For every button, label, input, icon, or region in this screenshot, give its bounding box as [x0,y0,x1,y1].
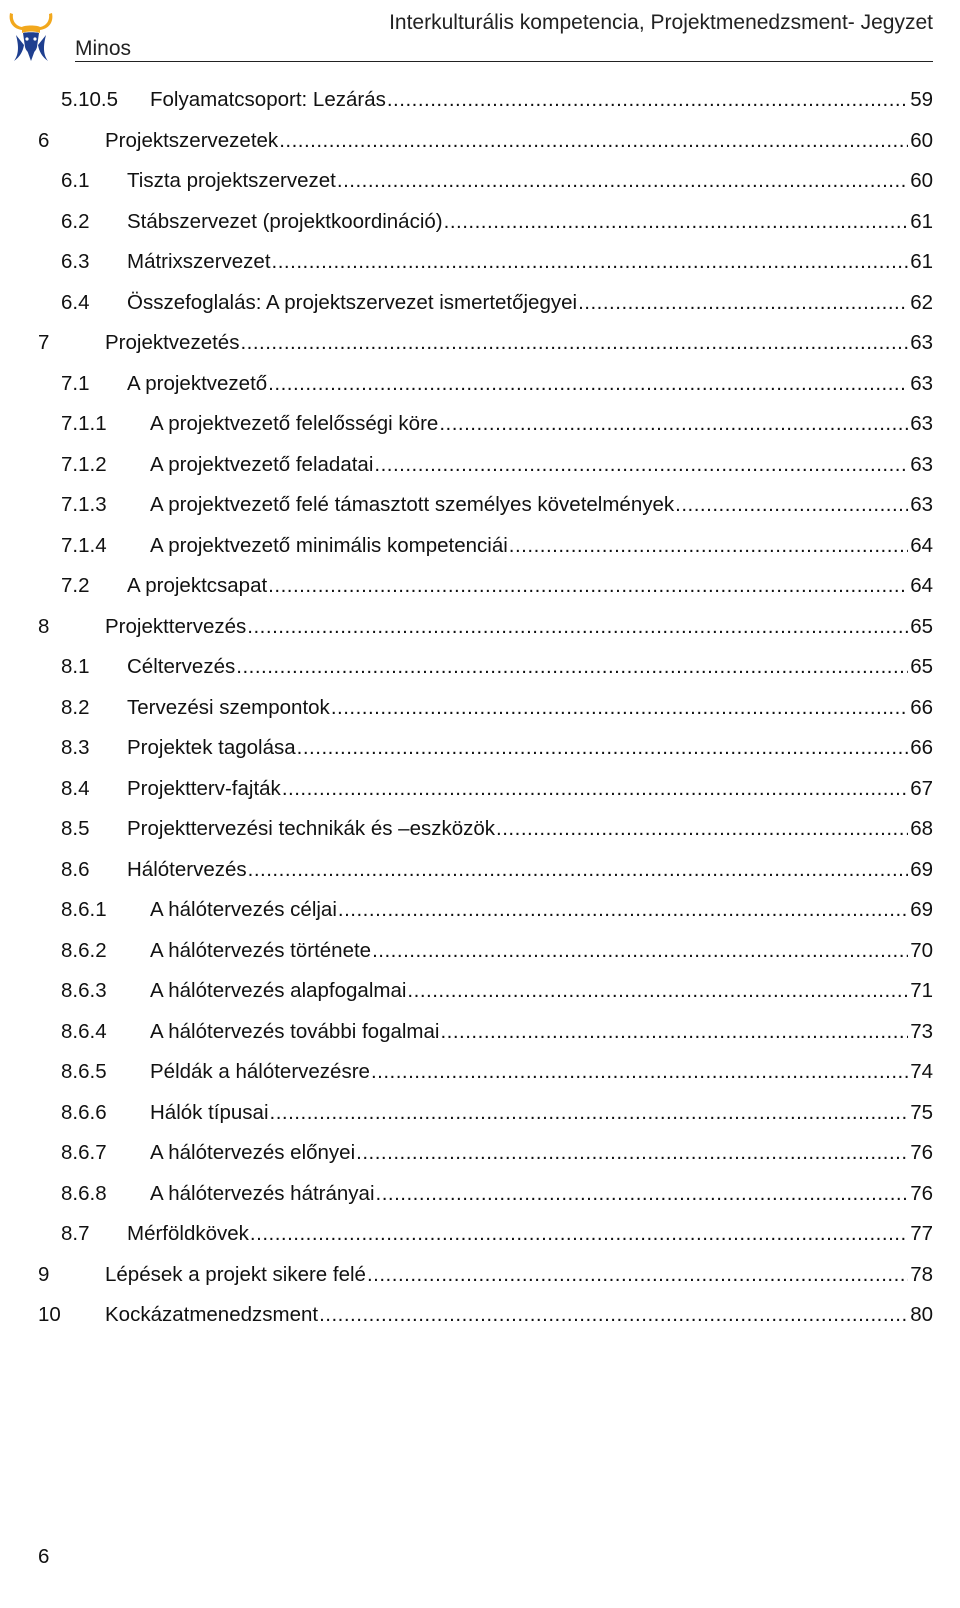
toc-leader-dots [371,1060,908,1084]
page-header [0,0,960,70]
toc-entry[interactable] [61,372,933,402]
toc-entry-title: Projektvezetés [105,331,240,354]
toc-entry[interactable] [61,1141,933,1171]
toc-entry-page: 80 [910,1303,933,1326]
toc-entry[interactable] [61,574,933,604]
toc-entry-title: A projektvezető felé támasztott személyes követelmények [150,493,675,516]
toc-leader-dots [372,939,908,963]
toc-leader-dots [248,858,909,882]
toc-entry-title: Céltervezés [127,655,236,678]
toc-entry[interactable] [61,736,933,766]
toc-entry-number: 8.6 [61,857,90,881]
toc-entry-number: 7.1.2 [61,452,107,476]
toc-leader-dots [407,979,908,1003]
toc-entry[interactable] [61,210,933,240]
toc-entry-number: 8.6.2 [61,938,107,962]
toc-entry-page: 69 [910,898,933,921]
toc-leader-dots [236,655,908,679]
toc-entry-number: 8.6.5 [61,1060,107,1083]
toc-entry-page: 64 [910,574,933,597]
toc-entry-title: A projektcsapat [127,574,268,597]
organization-name: Minos [75,37,132,60]
toc-entry-page: 63 [910,331,933,354]
toc-entry-number: 8 [38,614,50,638]
toc-entry[interactable] [38,331,933,361]
toc-entry-page: 66 [910,695,933,719]
toc-entry-page: 60 [910,128,933,152]
toc-entry[interactable] [61,1060,933,1090]
toc-entry-title: A hálótervezés további fogalmai [150,1019,440,1043]
toc-entry-page: 75 [910,1100,933,1124]
toc-entry-page: 76 [910,1181,933,1205]
toc-entry-page: 74 [910,1060,933,1083]
toc-entry-page: 67 [910,776,933,800]
toc-entry-page: 78 [910,1262,933,1286]
toc-entry-number: 8.6.8 [61,1181,107,1205]
toc-entry[interactable] [61,88,933,118]
toc-entry[interactable] [61,1182,933,1212]
toc-leader-dots [439,412,908,436]
toc-entry-page: 59 [910,88,933,111]
toc-entry-title: Mérföldkövek [127,1222,249,1245]
toc-entry-title: Tiszta projektszervezet [127,169,336,192]
toc-entry[interactable] [61,979,933,1009]
toc-entry-number: 8.5 [61,817,90,840]
toc-entry-number: 8.6.1 [61,898,107,921]
toc-entry-page: 62 [910,290,933,314]
toc-entry[interactable] [61,1222,933,1252]
toc-leader-dots [282,777,908,801]
toc-leader-dots [338,898,908,922]
toc-entry-number: 6.3 [61,250,90,273]
toc-entry-number: 7.1 [61,371,90,395]
toc-entry[interactable] [38,1263,933,1293]
toc-entry-number: 6.4 [61,290,90,314]
toc-leader-dots [240,331,908,355]
toc-entry-number: 6.1 [61,169,90,192]
toc-entry-page: 76 [910,1141,933,1164]
toc-leader-dots [337,169,908,193]
toc-entry-title: A hálótervezés előnyei [150,1141,356,1164]
toc-entry-title: A hálótervezés alapfogalmai [150,979,407,1002]
toc-leader-dots [376,1182,909,1206]
toc-entry-page: 73 [910,1019,933,1043]
toc-entry-page: 77 [910,1222,933,1245]
toc-entry-title: Projekttervezés [105,614,247,638]
toc-entry[interactable] [61,169,933,199]
toc-entry-page: 63 [910,412,933,435]
toc-entry-number: 8.2 [61,695,90,719]
toc-entry-page: 69 [910,857,933,881]
toc-entry[interactable] [61,1101,933,1131]
toc-leader-dots [331,696,908,720]
toc-entry-page: 66 [910,736,933,759]
toc-entry-title: Projektterv-fajták [127,776,281,800]
toc-leader-dots [272,250,909,274]
toc-leader-dots [356,1141,908,1165]
toc-entry-page: 65 [910,655,933,678]
toc-entry-title: Folyamatcsoport: Lezárás [150,88,386,111]
toc-entry[interactable] [61,817,933,847]
toc-leader-dots [319,1303,908,1327]
toc-entry[interactable] [61,453,933,483]
toc-entry[interactable] [61,534,933,564]
toc-entry-page: 61 [910,209,933,233]
toc-leader-dots [367,1263,908,1287]
bull-head-logo-icon [6,3,56,65]
header-divider [75,61,933,62]
toc-entry[interactable] [61,1020,933,1050]
toc-entry-number: 7.1.4 [61,533,107,557]
toc-entry-title: Lépések a projekt sikere felé [105,1262,366,1286]
toc-entry-number: 9 [38,1262,50,1286]
toc-leader-dots [297,736,909,760]
toc-entry-number: 10 [38,1303,61,1326]
toc-entry-title: Mátrixszervezet [127,250,271,273]
toc-entry[interactable] [61,898,933,928]
toc-leader-dots [440,1020,908,1044]
toc-entry-number: 8.1 [61,655,90,678]
toc-entry-title: Kockázatmenedzsment [105,1303,319,1326]
toc-entry-number: 8.6.6 [61,1100,107,1124]
page-number: 6 [38,1545,50,1568]
toc-entry-title: Hálók típusai [150,1100,269,1124]
toc-entry-number: 8.7 [61,1222,90,1245]
toc-entry-page: 64 [910,533,933,557]
toc-entry-number: 8.6.3 [61,979,107,1002]
toc-leader-dots [279,129,908,153]
toc-entry-number: 6.2 [61,209,90,233]
toc-entry-page: 63 [910,371,933,395]
toc-entry-number: 8.6.4 [61,1019,107,1043]
toc-entry-title: A hálótervezés hátrányai [150,1181,375,1205]
toc-entry-number: 6 [38,128,50,152]
toc-leader-dots [268,574,908,598]
toc-entry-title: Projektek tagolása [127,736,296,759]
toc-entry-title: Tervezési szempontok [127,695,330,719]
toc-leader-dots [444,210,909,234]
toc-entry[interactable] [61,655,933,685]
toc-leader-dots [496,817,908,841]
toc-leader-dots [509,534,908,558]
toc-entry-page: 63 [910,493,933,516]
toc-entry-number: 7.1.1 [61,412,107,435]
toc-leader-dots [578,291,908,315]
toc-entry-page: 60 [910,169,933,192]
toc-entry-page: 71 [910,979,933,1002]
toc-leader-dots [387,88,908,112]
toc-entry-title: A projektvezető felelősségi köre [150,412,439,435]
toc-entry-title: Összefoglalás: A projektszervezet ismertetőjegyei [127,290,578,314]
toc-entry-title: Példák a hálótervezésre [150,1060,370,1083]
toc-entry-title: Hálótervezés [127,857,247,881]
toc-entry[interactable] [61,250,933,280]
toc-entry[interactable] [61,777,933,807]
toc-entry-title: A hálótervezés céljai [150,898,337,921]
toc-entry-number: 8.6.7 [61,1141,107,1164]
toc-entry-page: 65 [910,614,933,638]
toc-leader-dots [374,453,908,477]
toc-entry-title: A hálótervezés története [150,938,372,962]
toc-entry[interactable] [61,412,933,442]
toc-entry-title: Projekttervezési technikák és –eszközök [127,817,496,840]
toc-entry-title: Projektszervezetek [105,128,279,152]
toc-entry[interactable] [61,939,933,969]
toc-entry-number: 7 [38,331,50,354]
toc-entry[interactable] [61,858,933,888]
toc-entry-page: 63 [910,452,933,476]
toc-entry-number: 8.4 [61,776,90,800]
toc-entry-title: A projektvezető minimális kompetenciái [150,533,508,557]
toc-entry-number: 8.3 [61,736,90,759]
toc-entry-number: 5.10.5 [61,88,118,111]
toc-entry[interactable] [61,493,933,523]
toc-entry-title: A projektvezető feladatai [150,452,374,476]
toc-entry-page: 61 [910,250,933,273]
toc-entry-page: 68 [910,817,933,840]
toc-entry[interactable] [61,291,933,321]
toc-entry[interactable] [61,696,933,726]
toc-entry-page: 70 [910,938,933,962]
toc-entry[interactable] [38,1303,933,1333]
toc-entry-number: 7.1.3 [61,493,107,516]
toc-entry-title: Stábszervezet (projektkoordináció) [127,209,443,233]
toc-leader-dots [247,615,908,639]
toc-entry-title: A projektvezető [127,371,268,395]
toc-entry[interactable] [38,129,933,159]
toc-leader-dots [268,372,908,396]
toc-entry[interactable] [38,615,933,645]
document-title: Interkulturális kompetencia, Projektmenedzsment- Jegyzet [389,11,933,34]
toc-leader-dots [250,1222,908,1246]
toc-leader-dots [675,493,908,517]
toc-leader-dots [270,1101,909,1125]
toc-entry-number: 7.2 [61,574,90,597]
